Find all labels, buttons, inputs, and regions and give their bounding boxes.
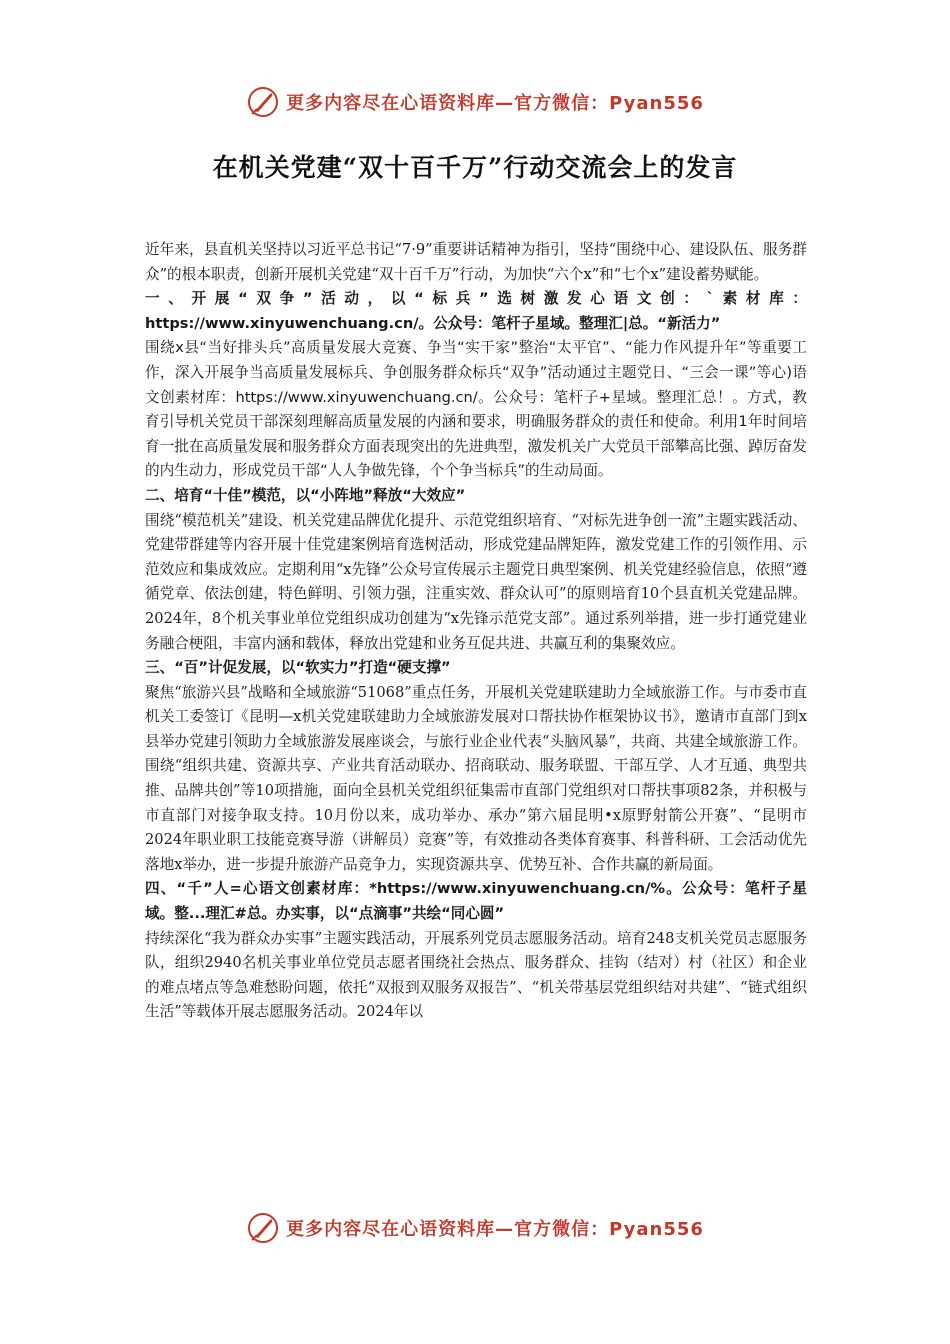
quill-pen-icon [246,85,280,119]
section-heading-3: 三、“百”计促发展，以“软实力”打造“硬支撑” [145,659,451,677]
banner-text: 更多内容尽在心语资料库—官方微信：Pyan556 [286,1219,704,1240]
intro-paragraph: 近年来，县直机关坚持以习近平总书记“7·9”重要讲话精神为指引，坚持“围绕中心、建设队伍、服务群众”的根本职责，创新开展机关党建“双十百千万”行动，为加快“六个x”和“七个x”建设蓄势赋能。 [145,241,807,283]
header-watermark-banner [0,82,950,122]
section-heading-1: 一、开展“双争”活动，以“标兵”选树激发心语文创：`素材库：https://www.xinyuwenchuang.cn/。公众号：笔杆子星域。整理汇|总。“新活力” [145,290,807,332]
section-heading-2: 二、培育“十佳”模范，以“小阵地”释放“大效应” [145,486,466,504]
document-body [145,238,807,1025]
section-body-4: 持续深化“我为群众办实事”主题实践活动，开展系列党员志愿服务活动。培育248支机关党员志愿服务队，组织2940名机关事业单位党员志愿者围绕社会热点、服务群众、挂钩（结对）村（社区）和企业的难点堵点等急难愁盼问题，依托“双报到双服务双报告”、“机关带基层党组织结对共建”、“链式组织生活”等载体开展志愿服务活动。2024年以 [145,929,807,1021]
banner-text: 更多内容尽在心语资料库—官方微信：Pyan556 [286,93,704,114]
footer-watermark-banner [0,1208,950,1248]
page-title: 在机关党建“双十百千万”行动交流会上的发言 [212,153,738,182]
section-heading-4: 四、“千”人=心语文创素材库：*https://www.xinyuwenchuang.cn/%。公众号：笔杆子星域。整...理汇#总。办实事，以“点滴事”共绘“同心圆” [145,880,807,923]
quill-pen-icon [246,1211,280,1245]
section-body-2: 围绕“模范机关”建设、机关党建品牌优化提升、示范党组织培育、“对标先进争创一流”主题实践活动、党建带群建等内容开展十佳党建案例培育选树活动，形成党建品牌矩阵，激发党建工作的引领作用、示范效应和集成效应。定期利用“x先锋”公众号宣传展示主题党日典型案例、机关党建经验信息，依照“遵循党章、依法创建，特色鲜明、引领力强，注重实效、群众认可”的原则培育10个县直机关党建品牌。2024年，8个机关事业单位党组织成功创建为“x先锋示范党支部”。通过系列举措，进一步打通党建业务融合梗阻，丰富内涵和载体，释放出党建和业务互促共进、共赢互利的集聚效应。 [145,511,807,652]
section-body-3: 聚焦“旅游兴县”战略和全域旅游“51068”重点任务，开展机关党建联建助力全域旅游工作。与市委市直机关工委签订《昆明—x机关党建联建助力全域旅游发展对口帮扶协作框架协议书》，邀请市直部门到x县举办党建引领助力全域旅游发展座谈会，与旅行业企业代表“头脑风暴”，共商、共建全域旅游工作。围绕“组织共建、资源共享、产业共育活动联办、招商联动、服务联盟、干部互学、人才互通、典型共推、品牌共创”等10项措施，面向全县机关党组织征集需市直部门党组织对口帮扶事项82条，并积极与市直部门对接争取支持。10月份以来，成功举办、承办“第六届昆明•x原野射箭公开赛”、“昆明市2024年职业职工技能竞赛导游（讲解员）竞赛”等，有效推动各类体育赛事、科普科研、工会活动优先落地x举办，进一步提升旅游产品竞争力，实现资源共享、优势互补、合作共赢的新局面。 [145,683,807,873]
section-body-1: 围绕x县“当好排头兵”高质量发展大竞赛、争当“实干家”整治“太平官”、“能力作风提升年”等重要工作，深入开展争当高质量发展标兵、争创服务群众标兵“双争”活动通过主题党日、“三会一课”等心)语文创素材库：https://www.xinyuwenchuang.cn/。公众号：笔杆子+星域。整理汇总！。方式，教育引导机关党员干部深刻理解高质量发展的内涵和要求，明确服务群众的责任和使命。利用1年时间培育一批在高质量发展和服务群众方面表现突出的先进典型，激发机关广大党员干部攀高比强、踔厉奋发的内生动力，形成党员干部“人人争做先锋，个个争当标兵”的生动局面。 [145,339,807,480]
